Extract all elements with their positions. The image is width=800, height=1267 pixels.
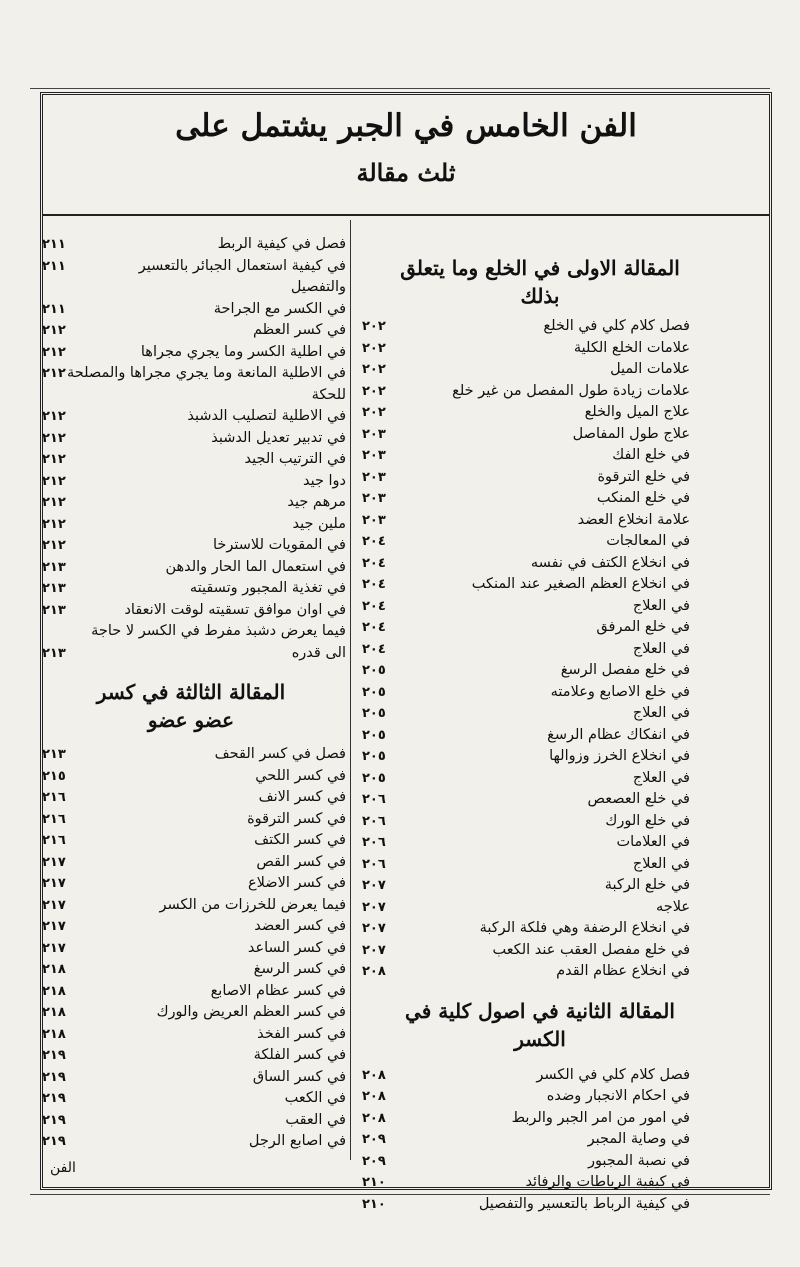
toc-entry-page: ٢١٩ xyxy=(42,1134,66,1149)
toc-entry-title: في خلع مفصل العقب عند الكعب xyxy=(492,941,690,958)
toc-entry xyxy=(40,600,346,622)
toc-entry-page: ٢١٣ xyxy=(42,581,66,596)
toc-entry-page: ٢٠٣ xyxy=(362,448,386,463)
toc-entry-page: ٢١٣ xyxy=(42,747,66,762)
toc-entry-title: في كسر الفلكة xyxy=(253,1047,346,1063)
toc-entry-title: الى قدره xyxy=(291,644,346,661)
toc-entry-page: ٢١١ xyxy=(42,258,66,274)
toc-entry-page: ٢١٢ xyxy=(42,452,66,467)
toc-entry-page: ٢٠٦ xyxy=(362,813,386,829)
toc-entry-title: في كسر العضد xyxy=(254,918,346,934)
toc-entry xyxy=(40,234,346,256)
toc-entry-page: ٢٠٦ xyxy=(362,856,386,872)
toc-entry xyxy=(40,873,346,895)
toc-entry-page: ٢٠٢ xyxy=(362,405,386,420)
toc-entry-title: علامات الميل xyxy=(610,361,690,377)
toc-entry xyxy=(360,746,690,768)
toc-entry-page: ٢١٢ xyxy=(42,323,66,338)
toc-entry xyxy=(360,1129,690,1151)
toc-entry xyxy=(360,574,690,596)
toc-entry-page: ٢١٣ xyxy=(42,602,66,618)
toc-entry xyxy=(40,1002,346,1024)
header-divider xyxy=(42,214,770,216)
toc-entry-title: في انخلاع الخرز وزوالها xyxy=(549,748,690,764)
toc-entry xyxy=(40,535,346,557)
toc-entry-page: ٢١٦ xyxy=(42,811,66,827)
toc-entry xyxy=(360,1086,690,1108)
toc-entry-page: ٢٠٣ xyxy=(362,491,386,506)
toc-entry-page: ٢١٦ xyxy=(42,833,66,848)
toc-entry xyxy=(360,832,690,854)
toc-entry-title: علاج الميل والخلع xyxy=(584,404,690,420)
toc-entry-title: في انخلاع الكتف في نفسه xyxy=(530,554,690,571)
toc-entry-page: ٢٠٣ xyxy=(362,469,386,485)
section-heading-1: المقالة الاولى في الخلع وما يتعلق بذلك xyxy=(400,256,680,308)
toc-entry-title: في العقب xyxy=(285,1111,346,1128)
toc-entry-title: في كيفية استعمال الجبائر بالتعسير xyxy=(138,257,346,274)
toc-entry-page: ٢٠٥ xyxy=(362,770,386,786)
toc-entry-title: فيما يعرض للخرزات من الكسر xyxy=(159,896,346,913)
toc-entry xyxy=(40,938,346,960)
toc-entry-title: في المعالجات xyxy=(606,533,690,549)
toc-entry-title: في العلامات xyxy=(616,834,690,850)
toc-entry-page: ٢١١ xyxy=(42,301,66,317)
toc-entry-page: ٢٠٧ xyxy=(362,942,386,958)
top-rule xyxy=(30,88,770,89)
toc-entry-page: ٢٠٣ xyxy=(362,512,386,528)
toc-entry xyxy=(360,660,690,682)
toc-entry-title: في كسر القص xyxy=(256,853,346,870)
toc-list-left-1 xyxy=(40,234,346,664)
toc-entry xyxy=(360,768,690,790)
toc-entry-page: ٢٠٥ xyxy=(362,727,386,743)
toc-entry-page: ٢١٢ xyxy=(42,366,66,381)
toc-entry-title: في خلع الفك xyxy=(612,447,690,463)
toc-list-2 xyxy=(360,1065,690,1216)
toc-entry xyxy=(360,617,690,639)
toc-entry-title: في اوان موافق تسقيته لوقت الانعقاد xyxy=(124,601,346,618)
toc-entry-title: في تدبير تعديل الدشبذ xyxy=(211,429,346,446)
toc-entry-title: في كسر اللحي xyxy=(255,767,346,784)
toc-entry-title: علاجه xyxy=(655,898,690,915)
toc-entry xyxy=(360,338,690,360)
toc-entry-title: علامة انخلاع العضد xyxy=(577,511,690,528)
toc-entry xyxy=(40,1067,346,1089)
toc-entry-page: ٢٠٦ xyxy=(362,792,386,807)
catchword: الفن xyxy=(50,1160,76,1176)
toc-entry-page: ٢٠٢ xyxy=(362,362,386,377)
toc-entry-title: في خلع مفصل الرسغ xyxy=(560,662,690,678)
toc-entry-title: في كسر الاضلاع xyxy=(248,875,346,891)
toc-entry-page: ٢٠٩ xyxy=(362,1132,386,1147)
toc-entry-page: ٢٠٢ xyxy=(362,319,386,334)
toc-entry-title: في انخلاع عظام القدم xyxy=(556,963,690,979)
toc-entry xyxy=(360,897,690,919)
toc-entry xyxy=(360,316,690,338)
toc-entry-page: ٢٠٤ xyxy=(362,555,386,571)
toc-entry-page: ٢٠٨ xyxy=(362,964,386,979)
toc-entry-page: ٢١٩ xyxy=(42,1091,66,1106)
toc-entry-title: للحكة xyxy=(311,386,346,403)
toc-entry-page: ٢٠٨ xyxy=(362,1089,386,1104)
toc-entry-title: دوا جيد xyxy=(302,472,346,489)
toc-entry-title: علاج طول المفاصل xyxy=(572,425,690,442)
toc-entry-title: في كسر الانف xyxy=(258,789,346,805)
toc-entry xyxy=(40,830,346,852)
toc-entry xyxy=(360,1151,690,1173)
toc-entry xyxy=(360,402,690,424)
toc-entry-page: ٢٠٥ xyxy=(362,706,386,721)
toc-entry xyxy=(40,449,346,471)
toc-entry-title: في العلاج xyxy=(632,597,690,614)
toc-entry xyxy=(40,744,346,766)
toc-entry-page: ٢١٧ xyxy=(42,919,66,934)
toc-entry-page: ٢٠٥ xyxy=(362,684,386,700)
toc-entry xyxy=(360,596,690,618)
toc-entry xyxy=(360,940,690,962)
toc-entry-page: ٢١٩ xyxy=(42,1069,66,1085)
toc-entry-page: ٢٠٧ xyxy=(362,899,386,915)
toc-list-1 xyxy=(360,316,690,983)
toc-entry xyxy=(40,1045,346,1067)
toc-entry xyxy=(360,961,690,983)
toc-entry-page: ٢١٢ xyxy=(42,538,66,553)
toc-entry-title: في كسر عظام الاصابع xyxy=(210,982,346,999)
toc-entry-page: ٢٠٥ xyxy=(362,663,386,678)
toc-entry-title: في الاطلية لتصليب الدشبذ xyxy=(187,408,346,424)
toc-entry xyxy=(40,643,346,665)
toc-entry-title: في الترتيب الجيد xyxy=(244,451,346,467)
toc-entry xyxy=(40,959,346,981)
toc-entry-title: علامات زيادة طول المفصل من غير خلع xyxy=(452,382,690,399)
toc-entry-title: في نصبة المجبور xyxy=(587,1152,690,1169)
toc-entry-title: في امور من امر الجبر والربط xyxy=(511,1109,690,1126)
toc-entry-page: ٢١٢ xyxy=(42,473,66,489)
toc-entry-page: ٢١٨ xyxy=(42,983,66,999)
toc-entry-page: ٢١٧ xyxy=(42,876,66,891)
toc-entry xyxy=(360,811,690,833)
toc-entry-title: مرهم جيد xyxy=(287,494,346,510)
toc-entry-page: ٢١٨ xyxy=(42,962,66,977)
toc-entry xyxy=(40,492,346,514)
toc-entry-title: في خلع المرفق xyxy=(596,619,690,635)
toc-entry-page: ٢١٢ xyxy=(42,430,66,446)
toc-entry xyxy=(40,514,346,536)
toc-entry-title: في الاطلية المانعة وما يجري مجراها والمصلحة xyxy=(66,365,346,381)
toc-entry-page: ٢١١ xyxy=(42,237,66,252)
toc-entry xyxy=(40,852,346,874)
toc-entry-title: في تغذية المجبور وتسقيته xyxy=(189,580,346,596)
toc-entry xyxy=(360,467,690,489)
section-heading-2: المقالة الثانية في اصول كلية في الكسر xyxy=(405,998,675,1051)
page-subtitle: ثلث مقالة xyxy=(356,158,456,187)
toc-entry-page: ٢١٣ xyxy=(42,645,66,661)
toc-entry xyxy=(360,682,690,704)
toc-entry-title: في خلع الاصابع وعلامته xyxy=(550,683,690,700)
toc-entry-title: في العلاج xyxy=(632,705,690,721)
toc-entry-title: في خلع الترقوة xyxy=(597,468,690,485)
toc-entry-page: ٢٠٥ xyxy=(362,749,386,764)
toc-entry-title: في احكام الانجبار وضده xyxy=(546,1088,690,1104)
toc-entry-title: في كسر الفخذ xyxy=(257,1025,346,1042)
toc-list-left-2 xyxy=(40,744,346,1153)
toc-entry-title: في العلاج xyxy=(632,640,690,657)
toc-entry-title: في كيفية الرباط بالتعسير والتفصيل xyxy=(478,1195,690,1212)
toc-entry-page: ٢١٩ xyxy=(42,1112,66,1128)
toc-entry xyxy=(40,256,346,278)
toc-entry-title: في كسر الرسغ xyxy=(253,961,346,977)
toc-entry xyxy=(40,1110,346,1132)
toc-entry-page: ٢٠٧ xyxy=(362,878,386,893)
toc-entry xyxy=(40,916,346,938)
toc-entry-title: في كسر الساق xyxy=(252,1068,346,1085)
toc-entry xyxy=(40,621,346,643)
toc-entry xyxy=(360,918,690,940)
toc-entry xyxy=(360,1194,690,1216)
toc-entry xyxy=(360,445,690,467)
toc-entry-page: ٢١٣ xyxy=(42,559,66,575)
toc-entry xyxy=(360,854,690,876)
toc-entry xyxy=(360,1172,690,1194)
toc-entry xyxy=(40,406,346,428)
page-title: الفن الخامس في الجبر يشتمل على xyxy=(175,108,637,144)
section-heading-3: المقالة الثالثة في كسر عضو عضو xyxy=(96,680,286,732)
column-divider xyxy=(350,220,351,1160)
toc-entry xyxy=(360,875,690,897)
toc-entry-page: ٢٠٢ xyxy=(362,383,386,399)
toc-entry-title: فصل في كيفية الربط xyxy=(217,236,346,252)
toc-entry xyxy=(40,1024,346,1046)
toc-entry-page: ٢٠٨ xyxy=(362,1110,386,1126)
toc-entry xyxy=(360,488,690,510)
toc-entry-title: في خلع الورك xyxy=(605,812,690,829)
toc-entry-title: فيما يعرض دشبذ مفرط في الكسر لا حاجة xyxy=(91,623,346,639)
toc-entry-title: في كسر الكتف xyxy=(254,832,346,848)
toc-entry xyxy=(360,789,690,811)
left-column xyxy=(40,234,346,1153)
toc-entry-page: ٢١٧ xyxy=(42,897,66,913)
toc-entry xyxy=(360,703,690,725)
toc-entry-title: ملين جيد xyxy=(292,515,346,532)
toc-entry-title: علامات الخلع الكلية xyxy=(573,339,690,356)
toc-entry-page: ٢١٩ xyxy=(42,1048,66,1063)
toc-entry-title: فصل كلام كلي في الخلع xyxy=(543,318,690,334)
toc-entry-title: فصل كلام كلي في الكسر xyxy=(536,1066,690,1083)
toc-entry-title: في الكسر مع الجراحة xyxy=(213,300,346,317)
toc-entry xyxy=(360,424,690,446)
toc-entry-title: والتفصيل xyxy=(290,279,346,295)
toc-entry-page: ٢٠٣ xyxy=(362,426,386,442)
toc-entry-title: في كسر الساعد xyxy=(247,939,346,956)
toc-entry xyxy=(40,428,346,450)
toc-entry-page: ٢١٢ xyxy=(42,495,66,510)
toc-entry xyxy=(40,895,346,917)
toc-entry-title: في وصاية المجبر xyxy=(587,1131,690,1147)
right-column xyxy=(360,248,690,1215)
toc-entry-page: ٢١٧ xyxy=(42,940,66,956)
toc-entry-title: في المقويات للاسترخا xyxy=(213,537,346,553)
toc-entry-page: ٢٠٤ xyxy=(362,641,386,657)
toc-entry-title: في خلع العصعص xyxy=(587,791,690,807)
toc-entry xyxy=(360,1108,690,1130)
toc-entry-title: في كسر العظم العريض والورك xyxy=(156,1004,346,1020)
toc-entry-page: ٢١٢ xyxy=(42,344,66,360)
toc-entry-page: ٢١٠ xyxy=(362,1196,386,1212)
toc-entry-page: ٢٠٢ xyxy=(362,340,386,356)
toc-entry-title: في خلع المنكب xyxy=(596,490,690,506)
toc-entry-title: في كسر العظم xyxy=(252,322,346,338)
toc-entry-title: في كيفية الرباطات والرفائد xyxy=(525,1174,690,1190)
toc-entry xyxy=(40,557,346,579)
toc-entry xyxy=(40,1131,346,1153)
toc-entry xyxy=(40,385,346,407)
toc-entry-page: ٢٠٤ xyxy=(362,534,386,549)
toc-entry-page: ٢٠٩ xyxy=(362,1153,386,1169)
toc-entry xyxy=(40,578,346,600)
toc-entry-page: ٢١٧ xyxy=(42,854,66,870)
toc-entry-page: ٢١٦ xyxy=(42,790,66,805)
toc-entry-title: في انخلاع الرضفة وهي فلكة الركبة xyxy=(479,920,690,936)
toc-entry-title: في انفكاك عظام الرسغ xyxy=(547,726,690,743)
toc-entry-page: ٢١٨ xyxy=(42,1026,66,1042)
toc-entry-page: ٢١٠ xyxy=(362,1175,386,1190)
toc-entry xyxy=(360,1065,690,1087)
toc-entry-title: في العلاج xyxy=(632,769,690,786)
toc-entry xyxy=(360,359,690,381)
toc-entry-page: ٢٠٤ xyxy=(362,620,386,635)
toc-entry xyxy=(40,1088,346,1110)
toc-entry xyxy=(40,320,346,342)
toc-entry-page: ٢١٢ xyxy=(42,516,66,532)
toc-entry-page: ٢٠٤ xyxy=(362,577,386,592)
toc-entry-title: في استعمال الما الحار والدهن xyxy=(165,558,346,575)
toc-entry-title: في العلاج xyxy=(632,855,690,872)
toc-entry-title: في خلع الركبة xyxy=(604,877,690,893)
toc-entry-page: ٢٠٧ xyxy=(362,921,386,936)
toc-entry-title: في اطلية الكسر وما يجري مجراها xyxy=(140,343,346,360)
toc-entry xyxy=(360,381,690,403)
toc-entry xyxy=(40,342,346,364)
toc-entry xyxy=(40,363,346,385)
toc-entry-title: في انخلاع العظم الصغير عند المنكب xyxy=(471,576,690,592)
toc-entry-page: ٢٠٦ xyxy=(362,835,386,850)
toc-entry xyxy=(40,809,346,831)
toc-entry xyxy=(40,471,346,493)
toc-entry-page: ٢١٨ xyxy=(42,1005,66,1020)
toc-entry xyxy=(40,787,346,809)
toc-entry xyxy=(360,553,690,575)
toc-entry xyxy=(360,510,690,532)
toc-entry xyxy=(40,277,346,299)
toc-entry-title: فصل في كسر القحف xyxy=(214,746,346,762)
toc-entry-title: في كسر الترقوة xyxy=(247,810,346,827)
toc-entry xyxy=(360,531,690,553)
toc-entry-page: ٢٠٨ xyxy=(362,1067,386,1083)
toc-entry-page: ٢١٥ xyxy=(42,768,66,784)
toc-entry xyxy=(40,299,346,321)
toc-entry-title: في الكعب xyxy=(284,1090,346,1106)
toc-entry xyxy=(360,725,690,747)
toc-entry xyxy=(40,981,346,1003)
toc-entry xyxy=(360,639,690,661)
toc-entry-page: ٢٠٤ xyxy=(362,598,386,614)
toc-entry-page: ٢١٢ xyxy=(42,409,66,424)
toc-entry xyxy=(40,766,346,788)
toc-entry-title: في اصابع الرجل xyxy=(248,1133,346,1149)
